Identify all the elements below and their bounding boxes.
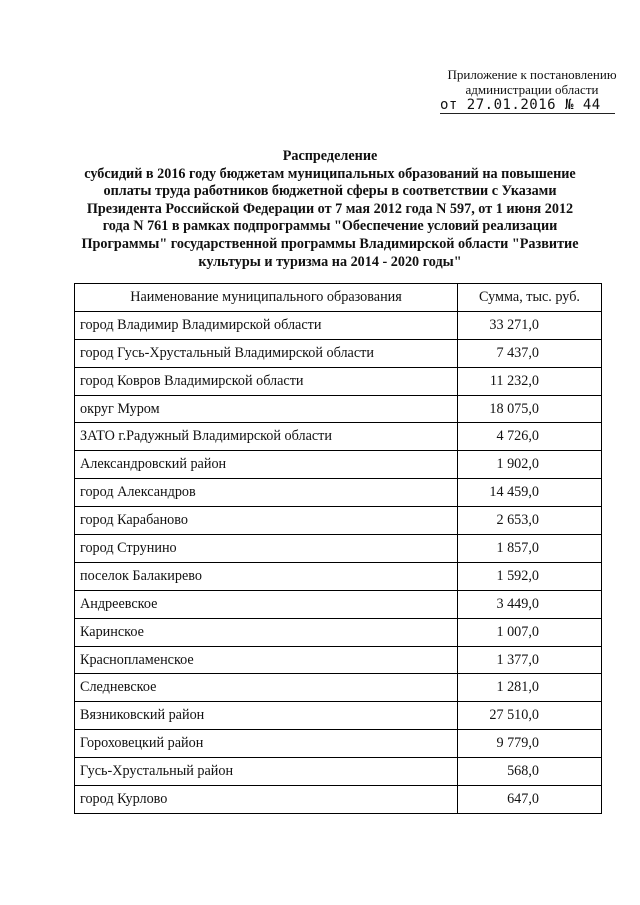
table-header-row [75,284,602,312]
appendix-block [440,67,622,113]
municipality-name-cell: город Ковров Владимирской области [75,367,458,395]
municipality-name-cell: округ Муром [75,395,458,423]
municipality-name-cell: город Гусь-Хрустальный Владимирской области [75,339,458,367]
municipality-name-cell: Следневское [75,674,458,702]
subsidy-amount-cell: 647,0 [458,786,602,814]
municipality-name-cell: Гусь-Хрустальный район [75,758,458,786]
subsidy-amount-cell: 11 232,0 [458,367,602,395]
subsidy-amount-cell: 2 653,0 [458,507,602,535]
municipality-name-cell: город Карабаново [75,507,458,535]
table-row [75,590,602,618]
table-row [75,451,602,479]
appendix-date-number: от 27.01.2016 № 44 [440,97,615,114]
municipality-name-cell: ЗАТО г.Радужный Владимирской области [75,423,458,451]
municipality-name-cell: Андреевское [75,590,458,618]
subsidy-amount-cell: 27 510,0 [458,702,602,730]
table-row [75,730,602,758]
table-row [75,507,602,535]
municipality-name-cell: Александровский район [75,451,458,479]
table-row [75,367,602,395]
subsidy-amount-cell: 7 437,0 [458,339,602,367]
subsidy-amount-cell: 9 779,0 [458,730,602,758]
subsidy-table [74,283,602,814]
subsidy-amount-cell: 1 281,0 [458,674,602,702]
subsidy-amount-cell: 1 377,0 [458,646,602,674]
table-row [75,339,602,367]
title-line: Президента Российской Федерации от 7 мая 2012 года N 597, от 1 июня 2012 [86,200,574,217]
table-row [75,423,602,451]
subsidy-amount-cell: 33 271,0 [458,311,602,339]
table-row [75,395,602,423]
title-line: Программы" государственной программы Владимирской области "Развитие [81,235,579,252]
title-line: оплаты труда работников бюджетной сферы в соответствии с Указами [103,183,557,200]
table-row [75,618,602,646]
document-title [60,148,600,271]
title-line: культуры и туризма на 2014 - 2020 годы" [198,253,462,270]
subsidy-amount-cell: 1 857,0 [458,535,602,563]
municipality-name-cell: Вязниковский район [75,702,458,730]
subsidy-amount-cell: 18 075,0 [458,395,602,423]
table-row [75,646,602,674]
appendix-line-2: администрации области [465,82,599,97]
municipality-name-cell: город Владимир Владимирской области [75,311,458,339]
title-heading: Распределение [282,148,378,164]
table-row [75,786,602,814]
subsidy-amount-cell: 4 726,0 [458,423,602,451]
municipality-name-cell: поселок Балакирево [75,562,458,590]
table-row [75,702,602,730]
table-row [75,758,602,786]
column-header-name: Наименование муниципального образования [75,284,458,312]
table-row [75,311,602,339]
title-line: года N 761 в рамках подпрограммы "Обеспечение условий реализации [102,218,558,235]
municipality-name-cell: город Александров [75,479,458,507]
subsidy-amount-cell: 1 902,0 [458,451,602,479]
subsidy-amount-cell: 1 592,0 [458,562,602,590]
table-body [75,311,602,813]
municipality-name-cell: город Курлово [75,786,458,814]
municipality-name-cell: город Струнино [75,535,458,563]
column-header-sum: Сумма, тыс. руб. [458,284,602,312]
subsidy-amount-cell: 568,0 [458,758,602,786]
municipality-name-cell: Краснопламенское [75,646,458,674]
subsidy-amount-cell: 3 449,0 [458,590,602,618]
appendix-line-1: Приложение к постановлению [447,67,617,82]
title-line: субсидий в 2016 году бюджетам муниципальных образований на повышение [84,165,576,182]
table-row [75,674,602,702]
table-row [75,479,602,507]
subsidy-amount-cell: 14 459,0 [458,479,602,507]
table-row [75,535,602,563]
subsidy-amount-cell: 1 007,0 [458,618,602,646]
municipality-name-cell: Гороховецкий район [75,730,458,758]
municipality-name-cell: Каринское [75,618,458,646]
table-row [75,562,602,590]
